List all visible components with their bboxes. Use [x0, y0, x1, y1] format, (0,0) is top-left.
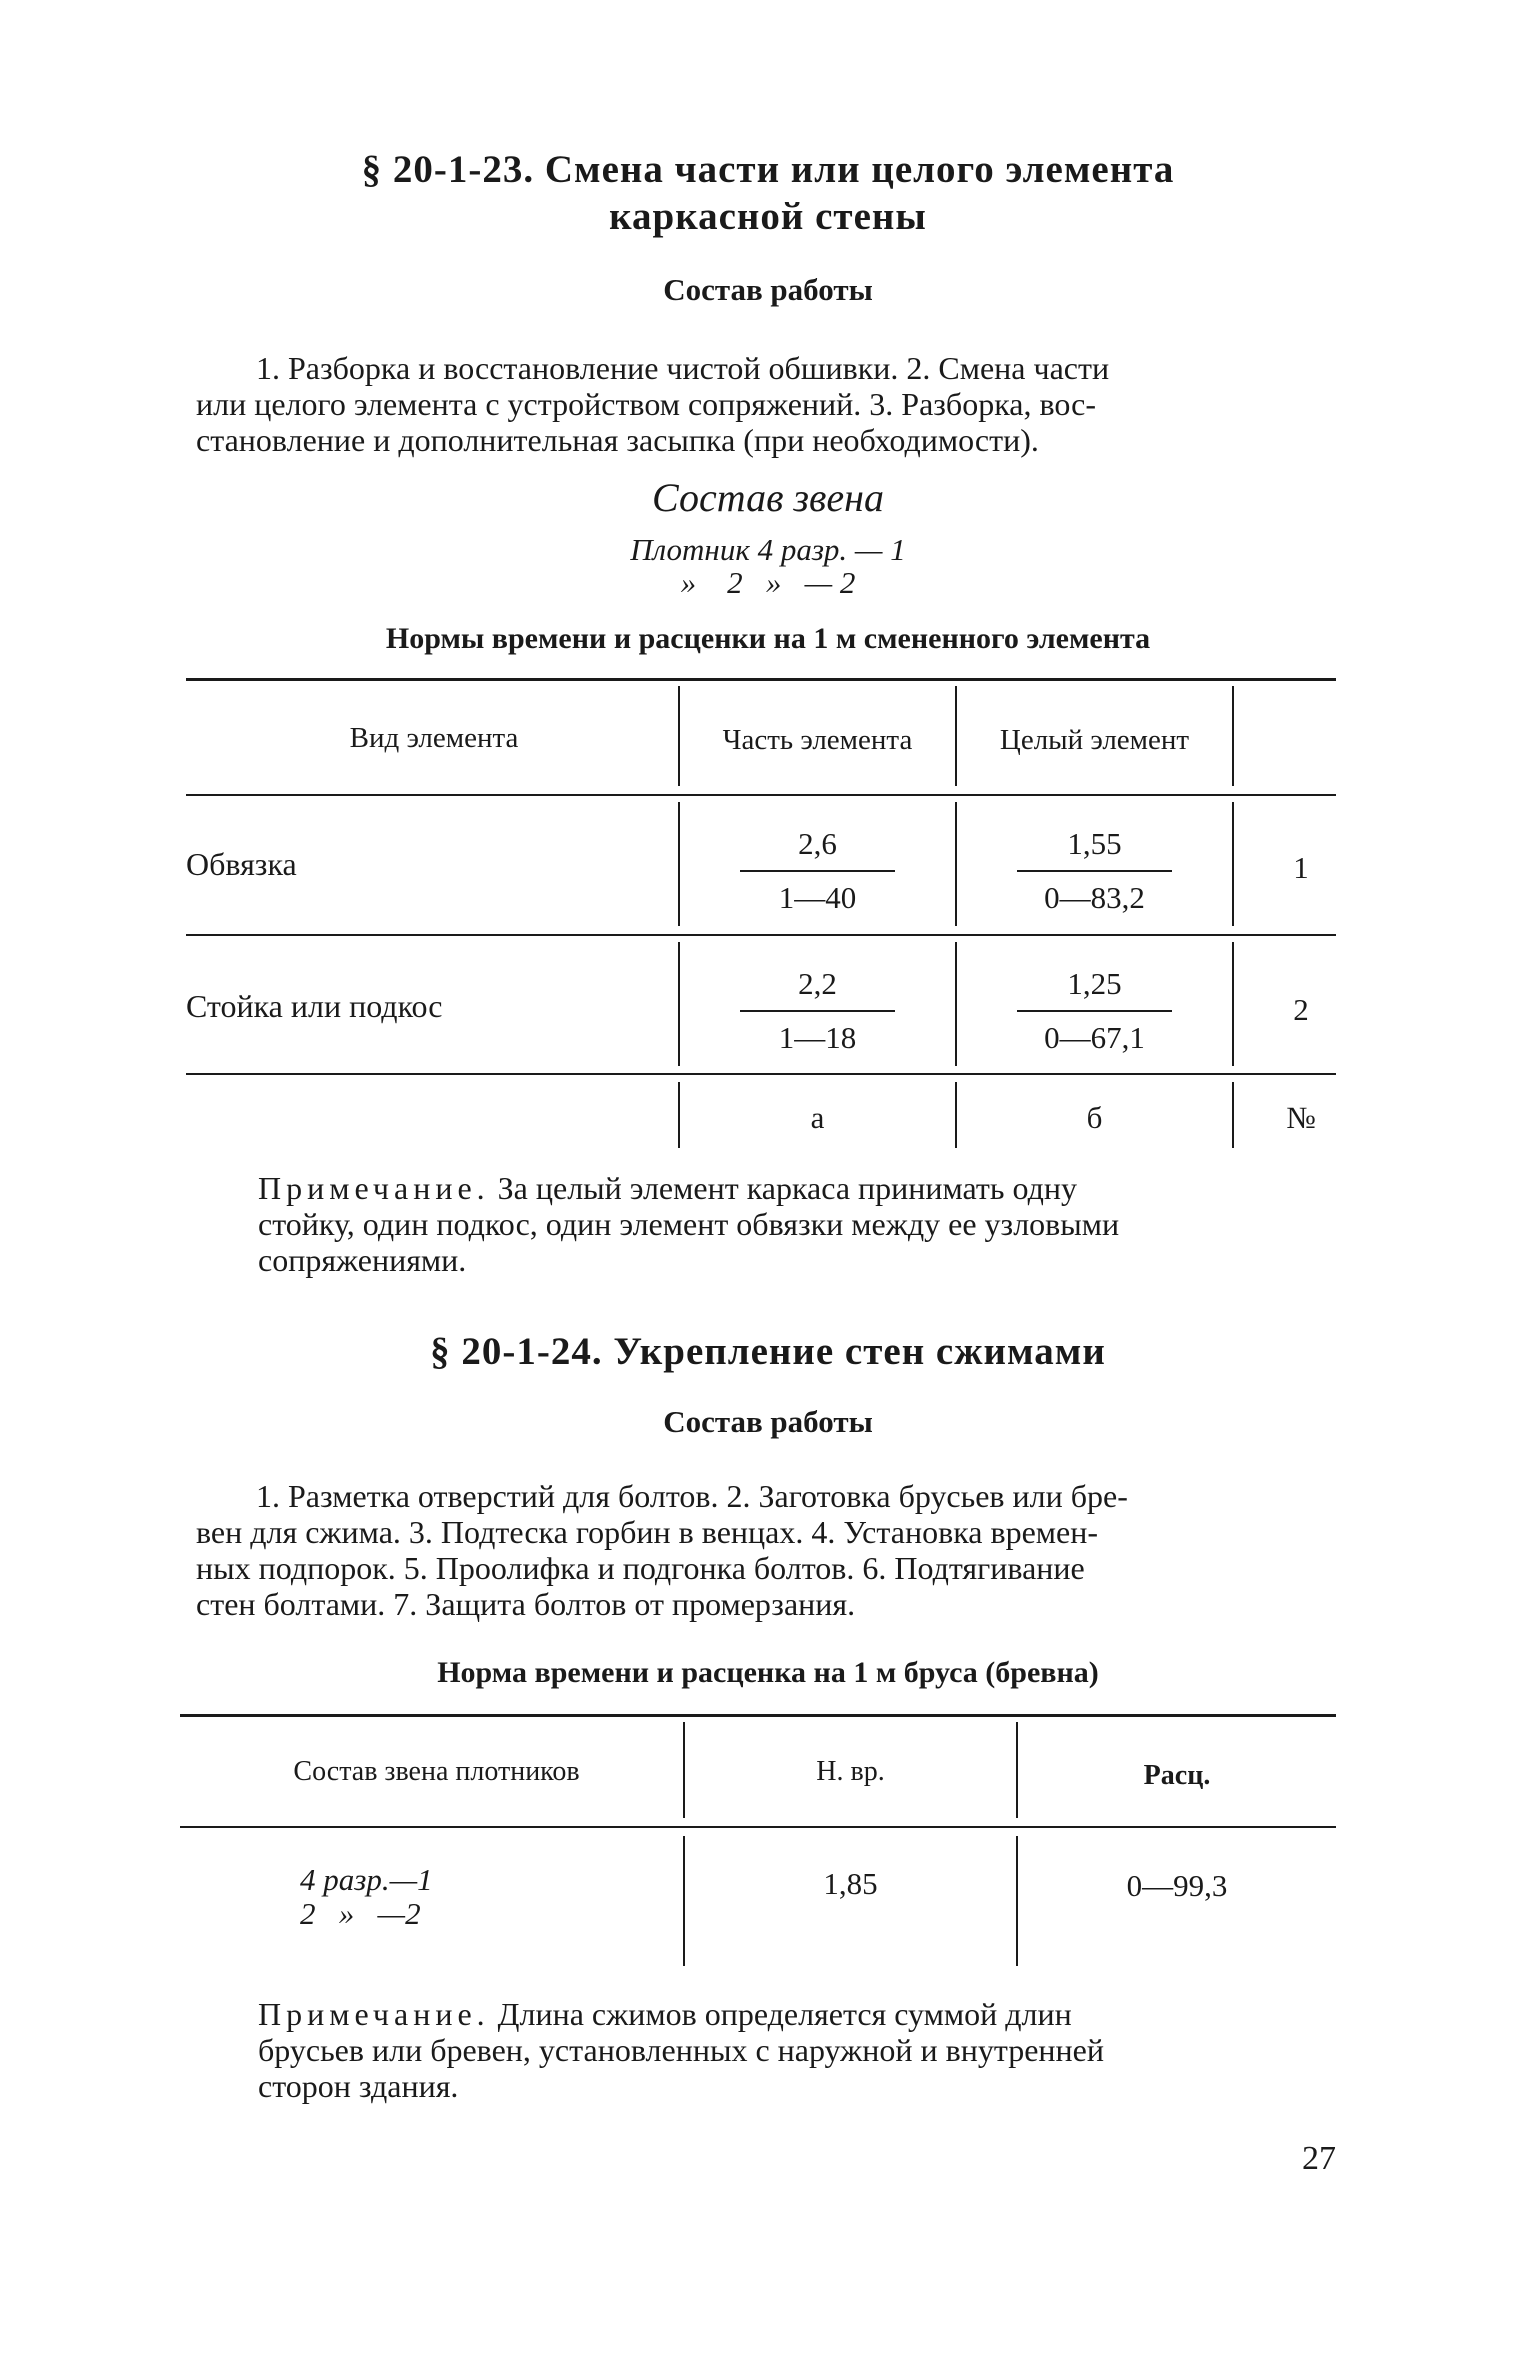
row-number: 2 — [1293, 992, 1309, 1027]
heading-line-2: каркасной стены — [609, 195, 927, 238]
work-title: Состав работы — [663, 272, 873, 307]
work-description — [196, 1478, 1336, 1622]
column-header: Н. вр. — [816, 1756, 885, 1787]
column-letter: б — [1086, 1100, 1103, 1135]
crew-line: 2 » —2 — [300, 1896, 421, 1931]
norm-value: 2,6 — [798, 826, 837, 861]
table-rule — [186, 934, 1336, 936]
note-text: стойку, один подкос, один элемент обвязки между ее узловыми — [258, 1206, 1120, 1242]
column-header: Целый элемент — [999, 724, 1190, 756]
note-text: Длина сжимов определяется суммой длин — [489, 1996, 1072, 2032]
rate-value: 0—99,3 — [1126, 1868, 1228, 1903]
norm-value: 2,2 — [798, 966, 837, 1001]
note-label: Примечание. — [258, 1996, 490, 2032]
crew-title: Состав звена — [651, 475, 884, 520]
note-text: сторон здания. — [258, 2068, 459, 2104]
crew-line: » 2 » — 2 — [680, 565, 856, 600]
part-fraction — [700, 966, 935, 1056]
note-text: За целый элемент каркаса принимать одну — [489, 1170, 1077, 1206]
table-rule — [180, 1714, 1336, 1717]
column-header: Вид элемента — [349, 722, 519, 754]
note — [258, 1170, 1338, 1278]
column-divider — [1232, 686, 1234, 786]
work-description — [196, 350, 1336, 458]
page-number: 27 — [1302, 2140, 1336, 2177]
note-text: брусьев или бревен, установленных с наружной и внутренней — [258, 2032, 1104, 2068]
column-header: Состав звена плотников — [293, 1756, 580, 1787]
norm-value: 1,85 — [823, 1866, 878, 1901]
note-label: Примечание. — [258, 1170, 490, 1206]
row-label: Обвязка — [186, 846, 297, 882]
table-rule — [186, 678, 1336, 681]
column-divider — [678, 802, 680, 926]
number-sign: № — [1286, 1100, 1316, 1135]
row-label: Стойка или подкос — [186, 988, 443, 1024]
column-divider — [678, 942, 680, 1066]
norms-title: Нормы времени и расценки на 1 м смененного элемента — [385, 622, 1151, 655]
work-line: ных подпорок. 5. Проолифка и подгонка болтов. 6. Подтягивание — [196, 1550, 1085, 1586]
work-line: 1. Разметка отверстий для болтов. 2. Заготовка брусьев или бре- — [256, 1478, 1128, 1514]
column-letter: а — [810, 1100, 825, 1135]
crew-line: Плотник 4 разр. — 1 — [630, 532, 906, 567]
norm-value: 1,25 — [1067, 966, 1122, 1001]
rate-value: 0—67,1 — [1044, 1020, 1145, 1055]
work-line: стен болтами. 7. Защита болтов от промерзания. — [196, 1586, 856, 1622]
norm-value: 1,55 — [1067, 826, 1122, 861]
work-line: или целого элемента с устройством сопряжений. 3. Разборка, вос- — [196, 386, 1096, 422]
work-line: вен для сжима. 3. Подтеска горбин в венцах. 4. Установка времен- — [196, 1514, 1098, 1550]
rate-value: 0—83,2 — [1044, 880, 1145, 915]
whole-fraction — [977, 966, 1212, 1056]
rate-value: 1—40 — [778, 880, 857, 915]
table-rule — [186, 794, 1336, 796]
column-header: Часть элемента — [722, 724, 913, 756]
norm-title: Норма времени и расценка на 1 м бруса (бревна) — [437, 1656, 1099, 1689]
part-fraction — [700, 826, 935, 916]
work-line: 1. Разборка и восстановление чистой обшивки. 2. Смена части — [256, 350, 1110, 386]
crew-line: 4 разр.—1 — [300, 1862, 433, 1897]
section-heading — [200, 146, 1336, 240]
column-divider — [955, 802, 957, 926]
work-title: Состав работы — [663, 1404, 873, 1439]
table-rule — [186, 1073, 1336, 1075]
section-heading: § 20-1-24. Укрепление стен сжимами — [430, 1330, 1106, 1373]
rate-value: 1—18 — [778, 1020, 857, 1055]
heading-line-1: § 20-1-23. Смена части или целого элемента — [361, 148, 1175, 191]
whole-fraction — [977, 826, 1212, 916]
work-line: становление и дополнительная засыпка (при необходимости). — [196, 422, 1039, 458]
column-divider — [955, 942, 957, 1066]
column-header: Расц. — [1143, 1760, 1211, 1791]
row-number: 1 — [1293, 850, 1309, 885]
note — [258, 1996, 1338, 2104]
table-rule — [180, 1826, 1336, 1828]
note-text: сопряжениями. — [258, 1242, 467, 1278]
